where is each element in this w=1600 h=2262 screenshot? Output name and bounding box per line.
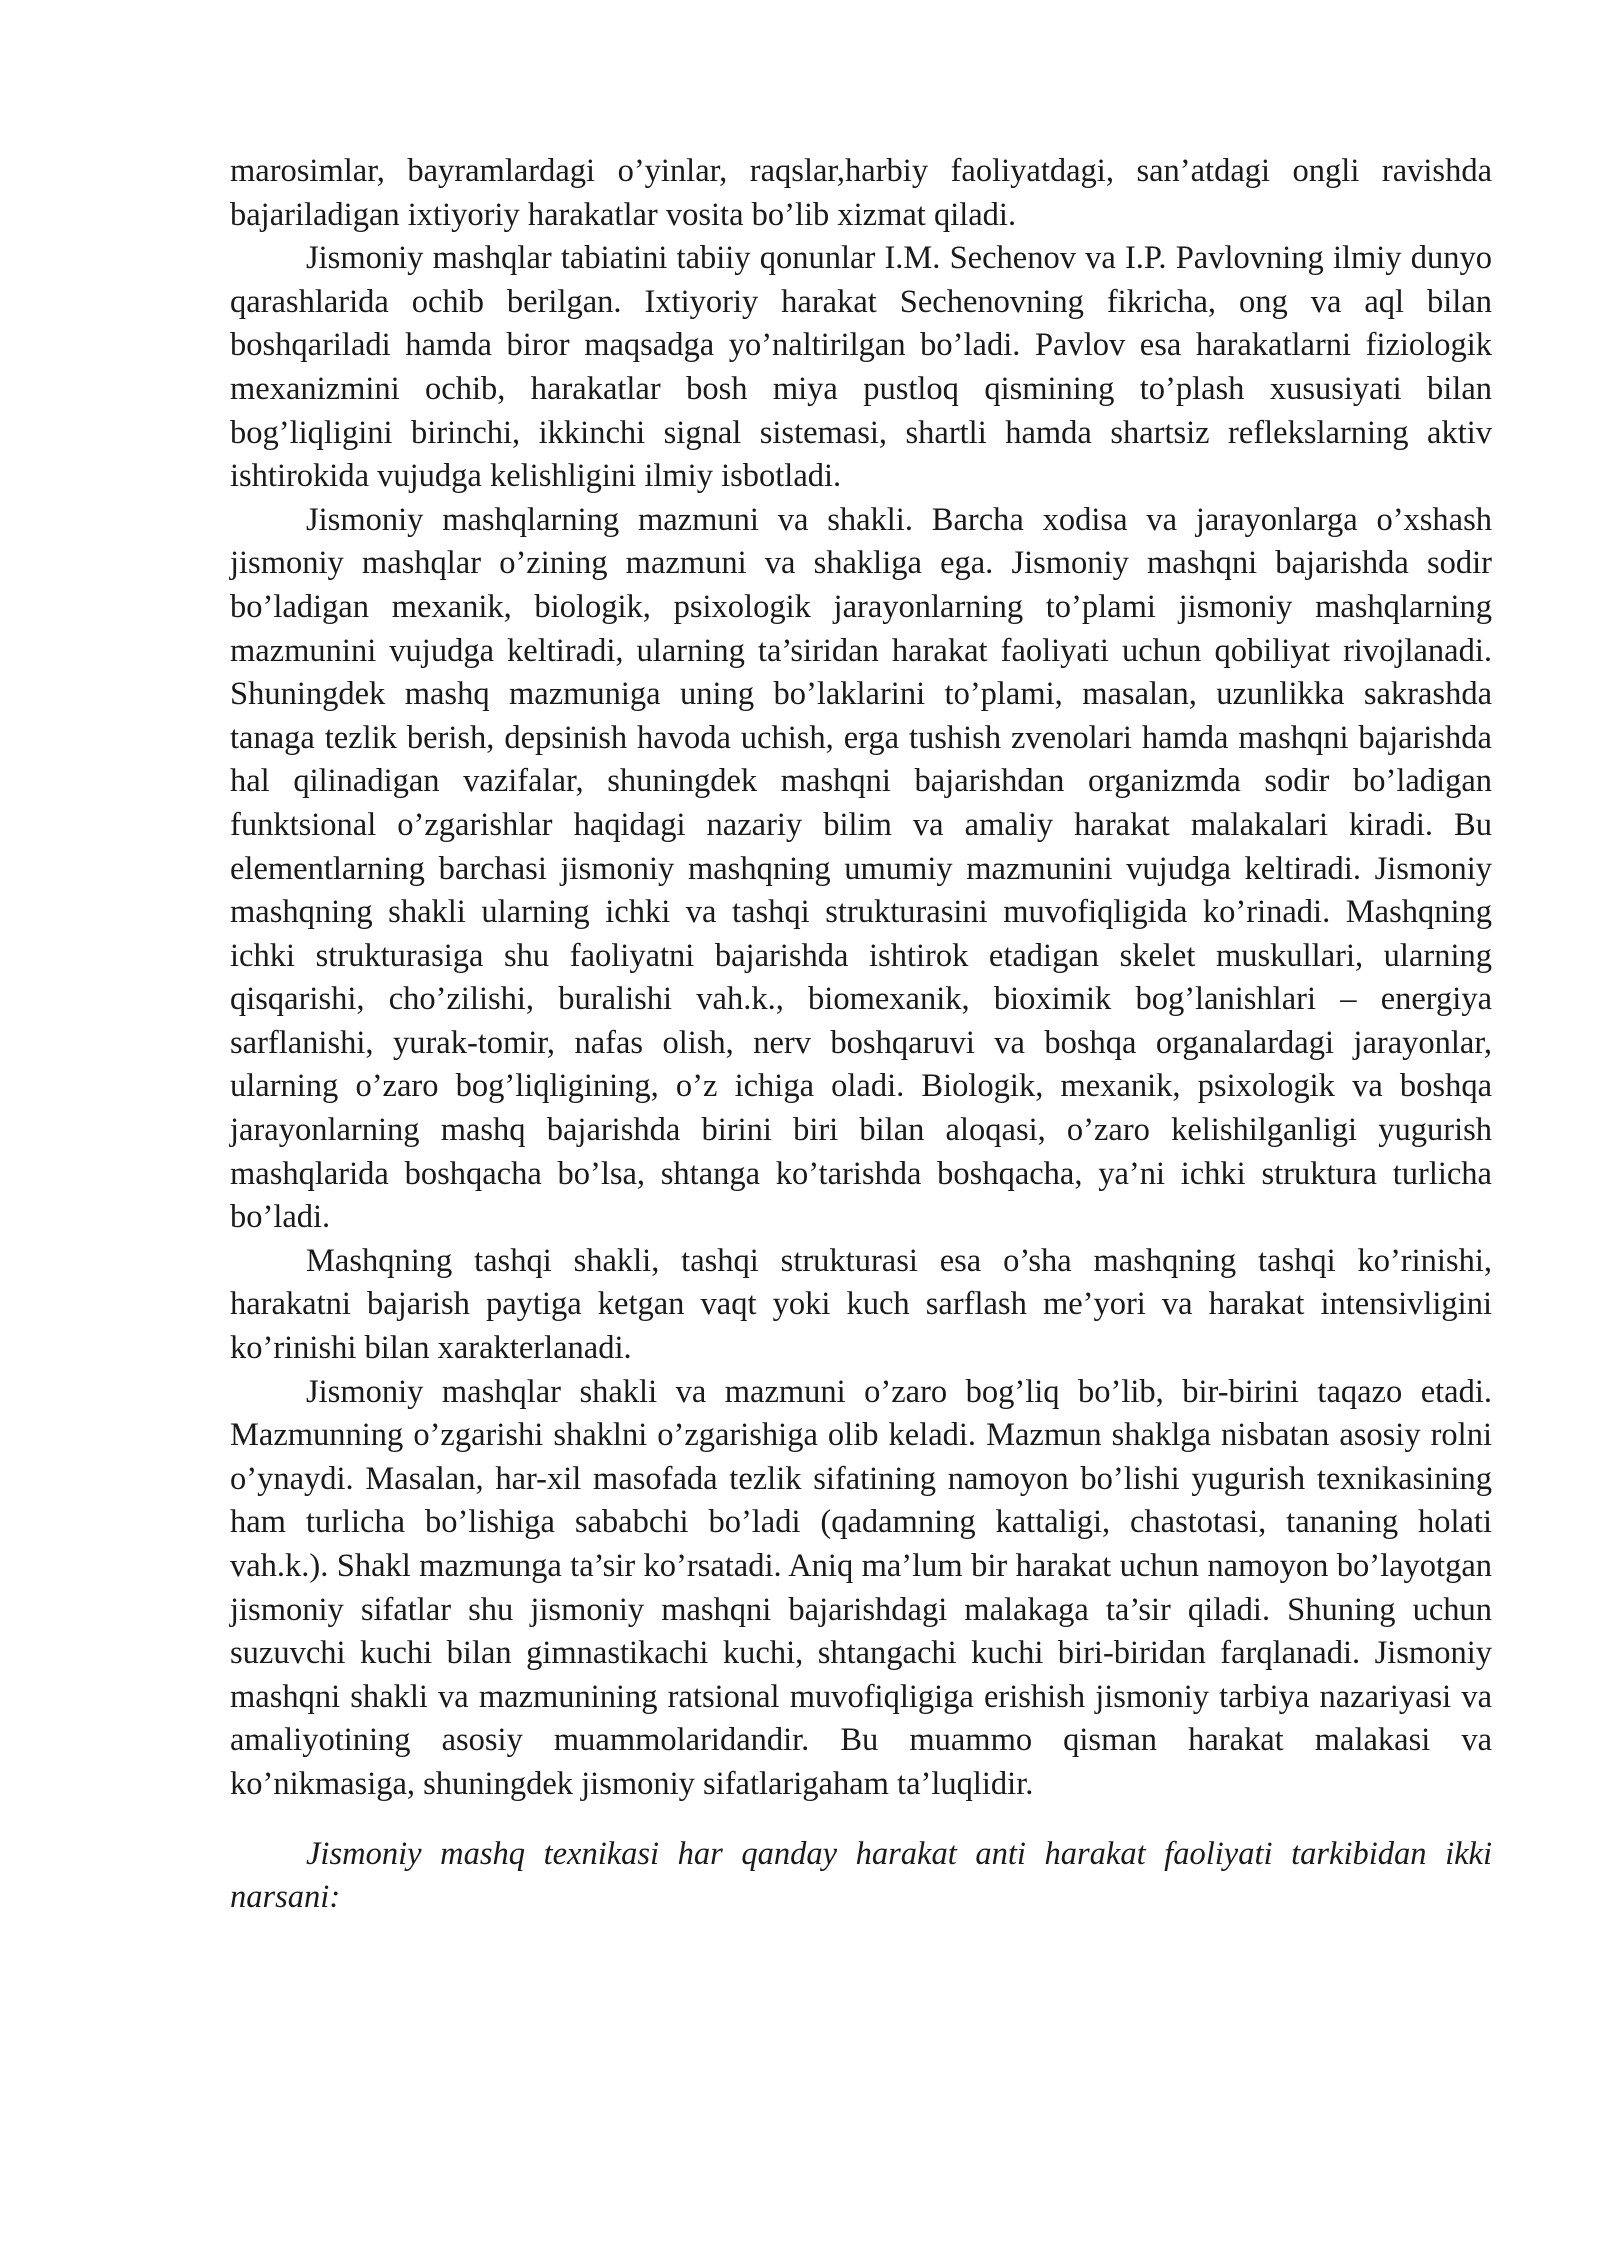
paragraph-form-content-relation: Jismoniy mashqlar shakli va mazmuni o’zaro bog’liq bo’lib, bir-birini taqazo etadi. Mazmunning o’zgarishi shaklni o’zgarishiga olib keladi. Mazmun shaklga nisbatan asosiy rolni o’ynaydi. Masalan, har-xil masofada tezlik sifatining namoyon bo’lishi yugurish texnikasining ham turlicha bo’lishiga sababchi bo’ladi (qadamning kattaligi, chastotasi, tananing holati vah.k.). Shakl mazmunga ta’sir ko’rsatadi. Aniq ma’lum bir harakat uchun namoyon bo’layotgan jismoniy sifatlar shu jismoniy mashqni bajarishdagi malakaga ta’sir qiladi. Shuning uchun suzuvchi kuchi bilan gimnastikachi kuchi, shtangachi kuchi biri-biridan farqlanadi. Jismoniy mashqni shakli va mazmunining ratsional muvofiqligiga erishish jismoniy tarbiya nazariyasi va amaliyotining asosiy muammolaridandir. Bu muammo qisman harakat malakasi va ko’nikmasiga, shuningdek jismoniy sifatlarigaham ta’luqlidir.	[230, 1373, 1492, 1802]
paragraph-exercise-technique: Jismoniy mashq texnikasi har qanday harakat anti harakat faoliyati tarkibidan ikki narsani:	[230, 1835, 1492, 1916]
paragraph-external-form: Mashqning tashqi shakli, tashqi strukturasi esa o’sha mashqning tashqi ko’rinishi, harakatni bajarish paytiga ketgan vaqt yoki kuch sarflash me’yori va harakat intensivligini ko’rinishi bilan xarakterlanadi.	[230, 1242, 1492, 1367]
paragraph-natural-laws: Jismoniy mashqlar tabiatini tabiiy qonunlar I.M. Sechenov va I.P. Pavlovning ilmiy dunyo qarashlarida ochib berilgan. Ixtiyoriy harakat Sechenovning fikricha, ong va aql bilan boshqariladi hamda biror maqsadga yo’naltirilgan bo’ladi. Pavlov esa harakatlarni fiziologik mexanizmini ochib, harakatlar bosh miya pustloq qismining to’plash xususiyati bilan bog’liqligini birinchi, ikkinchi signal sistemasi, shartli hamda shartsiz reflekslarning aktiv ishtirokida vujudga kelishligini ilmiy isbotladi.	[230, 240, 1492, 495]
paragraph-continuation: marosimlar, bayramlardagi o’yinlar, raqslar,harbiy faoliyatdagi, san’atdagi ongli ravishda bajariladigan ixtiyoriy harakatlar vosita bo’lib xizmat qiladi.	[230, 153, 1492, 233]
document-body	[230, 150, 1492, 1920]
paragraph-content-and-form: Jismoniy mashqlarning mazmuni va shakli. Barcha xodisa va jarayonlarga o’xshash jismoniy mashqlar o’zining mazmuni va shakliga ega. Jismoniy mashqni bajarishda sodir bo’ladigan mexanik, biologik, psixologik jarayonlarning to’plami jismoniy mashqlarning mazmunini vujudga keltiradi, ularning ta’siridan harakat faoliyati uchun qobiliyat rivojlanadi. Shuningdek mashq mazmuniga uning bo’laklarini to’plami, masalan, uzunlikka sakrashda tanaga tezlik berish, depsinish havoda uchish, erga tushish zvenolari hamda mashqni bajarishda hal qilinadigan vazifalar, shuningdek mashqni bajarishdan organizmda sodir bo’ladigan funktsional o’zgarishlar haqidagi nazariy bilim va amaliy harakat malakalari kiradi. Bu elementlarning barchasi jismoniy mashqning umumiy mazmunini vujudga keltiradi. Jismoniy mashqning shakli ularning ichki va tashqi strukturasini muvofiqligida ko’rinadi. Mashqning ichki strukturasiga shu faoliyatni bajarishda ishtirok etadigan skelet muskullari, ularning qisqarishi, cho’zilishi, buralishi vah.k., biomexanik, bioximik bog’lanishlari – energiya sarflanishi, yurak-tomir, nafas olish, nerv boshqaruvi va boshqa organalardagi jarayonlar, ularning o’zaro bog’liqligining, o’z ichiga oladi. Biologik, mexanik, psixologik va boshqa jarayonlarning mashq bajarishda birini biri bilan aloqasi, o’zaro kelishilganligi yugurish mashqlarida boshqacha bo’lsa, shtanga ko’tarishda boshqacha, ya’ni ichki struktura turlicha bo’ladi.	[230, 501, 1492, 1236]
